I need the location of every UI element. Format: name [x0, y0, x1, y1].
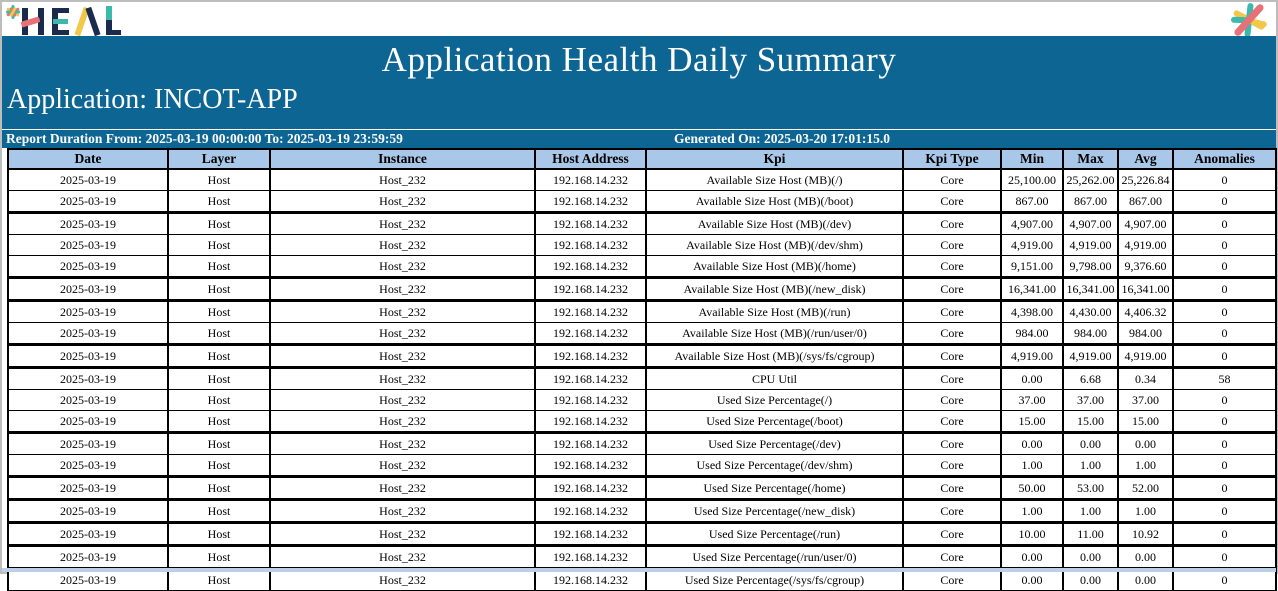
- cell-kpi_type: Core: [903, 301, 1001, 323]
- cell-kpi_type: Core: [903, 523, 1001, 546]
- cell-date: 2025-03-19: [8, 523, 168, 546]
- column-header-anomalies: Anomalies: [1173, 149, 1276, 169]
- cell-max: 867.00: [1063, 191, 1118, 213]
- cell-anomalies: 0: [1173, 455, 1276, 477]
- cell-min: 4,398.00: [1001, 301, 1063, 323]
- cell-max: 16,341.00: [1063, 278, 1118, 301]
- cell-layer: Host: [168, 433, 270, 455]
- table-row: [8, 546, 1276, 569]
- cell-max: 53.00: [1063, 477, 1118, 500]
- cell-max: 1.00: [1063, 500, 1118, 523]
- cell-kpi: Available Size Host (MB)(/sys/fs/cgroup): [646, 345, 903, 368]
- cell-date: 2025-03-19: [8, 455, 168, 477]
- logo-letter-stroke: [52, 8, 69, 13]
- cell-instance: Host_232: [270, 411, 535, 433]
- table-row: [8, 411, 1276, 433]
- cell-layer: Host: [168, 256, 270, 278]
- cell-min: 4,919.00: [1001, 235, 1063, 256]
- cell-kpi: Used Size Percentage(/dev): [646, 433, 903, 455]
- table-row: [8, 455, 1276, 477]
- cell-date: 2025-03-19: [8, 278, 168, 301]
- cell-min: 25,100.00: [1001, 169, 1063, 191]
- cell-avg: 16,341.00: [1118, 278, 1173, 301]
- cell-avg: 1.00: [1118, 455, 1173, 477]
- cell-date: 2025-03-19: [8, 191, 168, 213]
- cell-host_address: 192.168.14.232: [535, 500, 646, 523]
- cell-anomalies: 0: [1173, 235, 1276, 256]
- column-header-date: Date: [8, 149, 168, 169]
- cell-anomalies: 0: [1173, 345, 1276, 368]
- cell-kpi: CPU Util: [646, 368, 903, 390]
- cell-kpi_type: Core: [903, 278, 1001, 301]
- cell-kpi: Available Size Host (MB)(/home): [646, 256, 903, 278]
- cell-instance: Host_232: [270, 433, 535, 455]
- cell-date: 2025-03-19: [8, 390, 168, 411]
- cell-kpi_type: Core: [903, 477, 1001, 500]
- cell-date: 2025-03-19: [8, 235, 168, 256]
- cell-host_address: 192.168.14.232: [535, 278, 646, 301]
- logo-letter-stroke: [106, 30, 121, 35]
- cell-layer: Host: [168, 323, 270, 345]
- cell-kpi_type: Core: [903, 213, 1001, 235]
- application-name: Application: INCOT-APP: [7, 84, 298, 115]
- cell-anomalies: 0: [1173, 169, 1276, 191]
- cell-max: 4,919.00: [1063, 345, 1118, 368]
- header-band: [2, 36, 1276, 148]
- cell-kpi: Available Size Host (MB)(/new_disk): [646, 278, 903, 301]
- top-white-band: [2, 2, 1276, 36]
- cell-anomalies: 0: [1173, 191, 1276, 213]
- cell-min: 9,151.00: [1001, 256, 1063, 278]
- cell-avg: 0.00: [1118, 569, 1173, 591]
- cell-instance: Host_232: [270, 235, 535, 256]
- cell-instance: Host_232: [270, 301, 535, 323]
- cell-kpi_type: Core: [903, 235, 1001, 256]
- cell-max: 0.00: [1063, 433, 1118, 455]
- cell-instance: Host_232: [270, 500, 535, 523]
- cell-kpi: Available Size Host (MB)(/): [646, 169, 903, 191]
- cell-host_address: 192.168.14.232: [535, 301, 646, 323]
- cell-instance: Host_232: [270, 191, 535, 213]
- cell-instance: Host_232: [270, 523, 535, 546]
- cell-avg: 1.00: [1118, 500, 1173, 523]
- table-row: [8, 301, 1276, 323]
- cell-min: 0.00: [1001, 569, 1063, 591]
- cell-kpi: Used Size Percentage(/boot): [646, 411, 903, 433]
- cell-date: 2025-03-19: [8, 323, 168, 345]
- cell-layer: Host: [168, 569, 270, 591]
- cell-instance: Host_232: [270, 256, 535, 278]
- column-header-layer: Layer: [168, 149, 270, 169]
- cell-layer: Host: [168, 546, 270, 569]
- table-header-row: [8, 149, 1276, 169]
- cell-max: 11.00: [1063, 523, 1118, 546]
- cell-kpi_type: Core: [903, 569, 1001, 591]
- table-row: [8, 523, 1276, 546]
- cell-anomalies: 0: [1173, 546, 1276, 569]
- cell-date: 2025-03-19: [8, 256, 168, 278]
- cell-min: 0.00: [1001, 368, 1063, 390]
- column-header-host_address: Host Address: [535, 149, 646, 169]
- cell-avg: 52.00: [1118, 477, 1173, 500]
- cell-min: 4,919.00: [1001, 345, 1063, 368]
- column-header-avg: Avg: [1118, 149, 1173, 169]
- cell-instance: Host_232: [270, 169, 535, 191]
- cell-avg: 4,907.00: [1118, 213, 1173, 235]
- corner-asterisk-icon: [1230, 2, 1268, 38]
- cell-kpi_type: Core: [903, 433, 1001, 455]
- cell-layer: Host: [168, 301, 270, 323]
- cell-kpi: Available Size Host (MB)(/run/user/0): [646, 323, 903, 345]
- cell-min: 37.00: [1001, 390, 1063, 411]
- cell-avg: 15.00: [1118, 411, 1173, 433]
- cell-avg: 4,919.00: [1118, 345, 1173, 368]
- cell-min: 867.00: [1001, 191, 1063, 213]
- cell-kpi_type: Core: [903, 546, 1001, 569]
- cell-max: 1.00: [1063, 455, 1118, 477]
- cell-min: 16,341.00: [1001, 278, 1063, 301]
- cell-kpi: Available Size Host (MB)(/boot): [646, 191, 903, 213]
- cell-kpi_type: Core: [903, 323, 1001, 345]
- cell-host_address: 192.168.14.232: [535, 569, 646, 591]
- cell-min: 1.00: [1001, 455, 1063, 477]
- cell-anomalies: 0: [1173, 390, 1276, 411]
- cell-max: 4,907.00: [1063, 213, 1118, 235]
- cell-host_address: 192.168.14.232: [535, 523, 646, 546]
- table-row: [8, 477, 1276, 500]
- cell-date: 2025-03-19: [8, 546, 168, 569]
- cell-host_address: 192.168.14.232: [535, 411, 646, 433]
- cell-date: 2025-03-19: [8, 213, 168, 235]
- cell-avg: 25,226.84: [1118, 169, 1173, 191]
- cell-date: 2025-03-19: [8, 301, 168, 323]
- cell-instance: Host_232: [270, 368, 535, 390]
- cell-date: 2025-03-19: [8, 169, 168, 191]
- column-header-max: Max: [1063, 149, 1118, 169]
- cell-min: 984.00: [1001, 323, 1063, 345]
- cell-host_address: 192.168.14.232: [535, 390, 646, 411]
- table-row: [8, 433, 1276, 455]
- cell-kpi_type: Core: [903, 455, 1001, 477]
- cell-layer: Host: [168, 500, 270, 523]
- cell-host_address: 192.168.14.232: [535, 455, 646, 477]
- cell-layer: Host: [168, 455, 270, 477]
- column-header-instance: Instance: [270, 149, 535, 169]
- report-duration: Report Duration From: 2025-03-19 00:00:00 To: 2025-03-19 23:59:59: [6, 131, 403, 146]
- cell-host_address: 192.168.14.232: [535, 368, 646, 390]
- cell-kpi: Used Size Percentage(/): [646, 390, 903, 411]
- cell-anomalies: 0: [1173, 433, 1276, 455]
- cell-host_address: 192.168.14.232: [535, 235, 646, 256]
- cell-instance: Host_232: [270, 390, 535, 411]
- cell-date: 2025-03-19: [8, 477, 168, 500]
- table-row: [8, 500, 1276, 523]
- cell-max: 0.00: [1063, 546, 1118, 569]
- table-row: [8, 368, 1276, 390]
- cell-layer: Host: [168, 235, 270, 256]
- cell-instance: Host_232: [270, 569, 535, 591]
- table-row: [8, 345, 1276, 368]
- cell-max: 37.00: [1063, 390, 1118, 411]
- cell-instance: Host_232: [270, 278, 535, 301]
- cell-kpi: Available Size Host (MB)(/dev): [646, 213, 903, 235]
- cell-host_address: 192.168.14.232: [535, 546, 646, 569]
- cell-avg: 0.00: [1118, 546, 1173, 569]
- heal-logo: [22, 8, 132, 35]
- table-row: [8, 213, 1276, 235]
- cell-max: 15.00: [1063, 411, 1118, 433]
- cell-kpi_type: Core: [903, 256, 1001, 278]
- cell-date: 2025-03-19: [8, 569, 168, 591]
- cell-host_address: 192.168.14.232: [535, 256, 646, 278]
- generated-on: Generated On: 2025-03-20 17:01:15.0: [674, 131, 890, 146]
- table-row: [8, 191, 1276, 213]
- cell-layer: Host: [168, 390, 270, 411]
- cell-layer: Host: [168, 477, 270, 500]
- cell-anomalies: 0: [1173, 301, 1276, 323]
- cell-host_address: 192.168.14.232: [535, 433, 646, 455]
- cell-max: 4,919.00: [1063, 235, 1118, 256]
- column-header-kpi_type: Kpi Type: [903, 149, 1001, 169]
- cell-anomalies: 0: [1173, 256, 1276, 278]
- cell-kpi: Used Size Percentage(/dev/shm): [646, 455, 903, 477]
- logo-letter-stroke: [85, 7, 100, 36]
- cell-avg: 10.92: [1118, 523, 1173, 546]
- cell-instance: Host_232: [270, 323, 535, 345]
- table-row: [8, 323, 1276, 345]
- cell-avg: 9,376.60: [1118, 256, 1173, 278]
- table-row: [8, 256, 1276, 278]
- cell-min: 4,907.00: [1001, 213, 1063, 235]
- cell-avg: 37.00: [1118, 390, 1173, 411]
- cell-avg: 984.00: [1118, 323, 1173, 345]
- cell-kpi: Available Size Host (MB)(/run): [646, 301, 903, 323]
- table-row: [8, 390, 1276, 411]
- cell-max: 4,430.00: [1063, 301, 1118, 323]
- cell-anomalies: 0: [1173, 477, 1276, 500]
- cell-avg: 4,406.32: [1118, 301, 1173, 323]
- column-header-min: Min: [1001, 149, 1063, 169]
- report-meta-bar: [2, 129, 1276, 148]
- cell-avg: 4,919.00: [1118, 235, 1173, 256]
- cell-host_address: 192.168.14.232: [535, 477, 646, 500]
- cell-avg: 0.34: [1118, 368, 1173, 390]
- cell-kpi_type: Core: [903, 345, 1001, 368]
- cell-kpi_type: Core: [903, 390, 1001, 411]
- cell-layer: Host: [168, 411, 270, 433]
- cell-kpi_type: Core: [903, 169, 1001, 191]
- cell-min: 0.00: [1001, 546, 1063, 569]
- cell-anomalies: 0: [1173, 323, 1276, 345]
- cell-max: 6.68: [1063, 368, 1118, 390]
- cell-max: 25,262.00: [1063, 169, 1118, 191]
- cell-instance: Host_232: [270, 345, 535, 368]
- cell-anomalies: 0: [1173, 500, 1276, 523]
- logo-asterisk-icon: [5, 4, 21, 20]
- cell-layer: Host: [168, 191, 270, 213]
- cell-kpi: Available Size Host (MB)(/dev/shm): [646, 235, 903, 256]
- page-title: Application Health Daily Summary: [381, 40, 897, 79]
- cell-kpi_type: Core: [903, 411, 1001, 433]
- cell-layer: Host: [168, 278, 270, 301]
- cell-kpi: Used Size Percentage(/sys/fs/cgroup): [646, 569, 903, 591]
- bottom-edge-strip: [2, 568, 1276, 572]
- cell-host_address: 192.168.14.232: [535, 169, 646, 191]
- cell-max: 0.00: [1063, 569, 1118, 591]
- cell-host_address: 192.168.14.232: [535, 323, 646, 345]
- cell-layer: Host: [168, 523, 270, 546]
- cell-anomalies: 58: [1173, 368, 1276, 390]
- cell-min: 15.00: [1001, 411, 1063, 433]
- logo-letter-stroke: [106, 6, 112, 20]
- cell-date: 2025-03-19: [8, 345, 168, 368]
- cell-layer: Host: [168, 169, 270, 191]
- cell-date: 2025-03-19: [8, 433, 168, 455]
- cell-host_address: 192.168.14.232: [535, 345, 646, 368]
- cell-min: 0.00: [1001, 433, 1063, 455]
- cell-anomalies: 0: [1173, 569, 1276, 591]
- cell-anomalies: 0: [1173, 411, 1276, 433]
- cell-date: 2025-03-19: [8, 500, 168, 523]
- cell-min: 10.00: [1001, 523, 1063, 546]
- cell-min: 50.00: [1001, 477, 1063, 500]
- cell-avg: 0.00: [1118, 433, 1173, 455]
- cell-max: 984.00: [1063, 323, 1118, 345]
- cell-kpi_type: Core: [903, 191, 1001, 213]
- cell-instance: Host_232: [270, 477, 535, 500]
- column-header-kpi: Kpi: [646, 149, 903, 169]
- cell-instance: Host_232: [270, 213, 535, 235]
- table-row: [8, 278, 1276, 301]
- cell-layer: Host: [168, 345, 270, 368]
- cell-anomalies: 0: [1173, 278, 1276, 301]
- cell-kpi_type: Core: [903, 368, 1001, 390]
- cell-instance: Host_232: [270, 546, 535, 569]
- cell-instance: Host_232: [270, 455, 535, 477]
- cell-date: 2025-03-19: [8, 368, 168, 390]
- cell-kpi: Used Size Percentage(/run/user/0): [646, 546, 903, 569]
- kpi-summary-table: [7, 148, 1277, 591]
- cell-layer: Host: [168, 368, 270, 390]
- cell-avg: 867.00: [1118, 191, 1173, 213]
- cell-max: 9,798.00: [1063, 256, 1118, 278]
- cell-anomalies: 0: [1173, 523, 1276, 546]
- table-body: [8, 169, 1276, 591]
- cell-layer: Host: [168, 213, 270, 235]
- cell-host_address: 192.168.14.232: [535, 191, 646, 213]
- cell-anomalies: 0: [1173, 213, 1276, 235]
- logo-letter-stroke: [53, 19, 68, 24]
- cell-date: 2025-03-19: [8, 411, 168, 433]
- cell-kpi: Used Size Percentage(/new_disk): [646, 500, 903, 523]
- cell-host_address: 192.168.14.232: [535, 213, 646, 235]
- cell-kpi: Used Size Percentage(/run): [646, 523, 903, 546]
- cell-kpi_type: Core: [903, 500, 1001, 523]
- cell-min: 1.00: [1001, 500, 1063, 523]
- logo-letter-stroke: [52, 30, 69, 35]
- table-row: [8, 169, 1276, 191]
- cell-kpi: Used Size Percentage(/home): [646, 477, 903, 500]
- table-row: [8, 235, 1276, 256]
